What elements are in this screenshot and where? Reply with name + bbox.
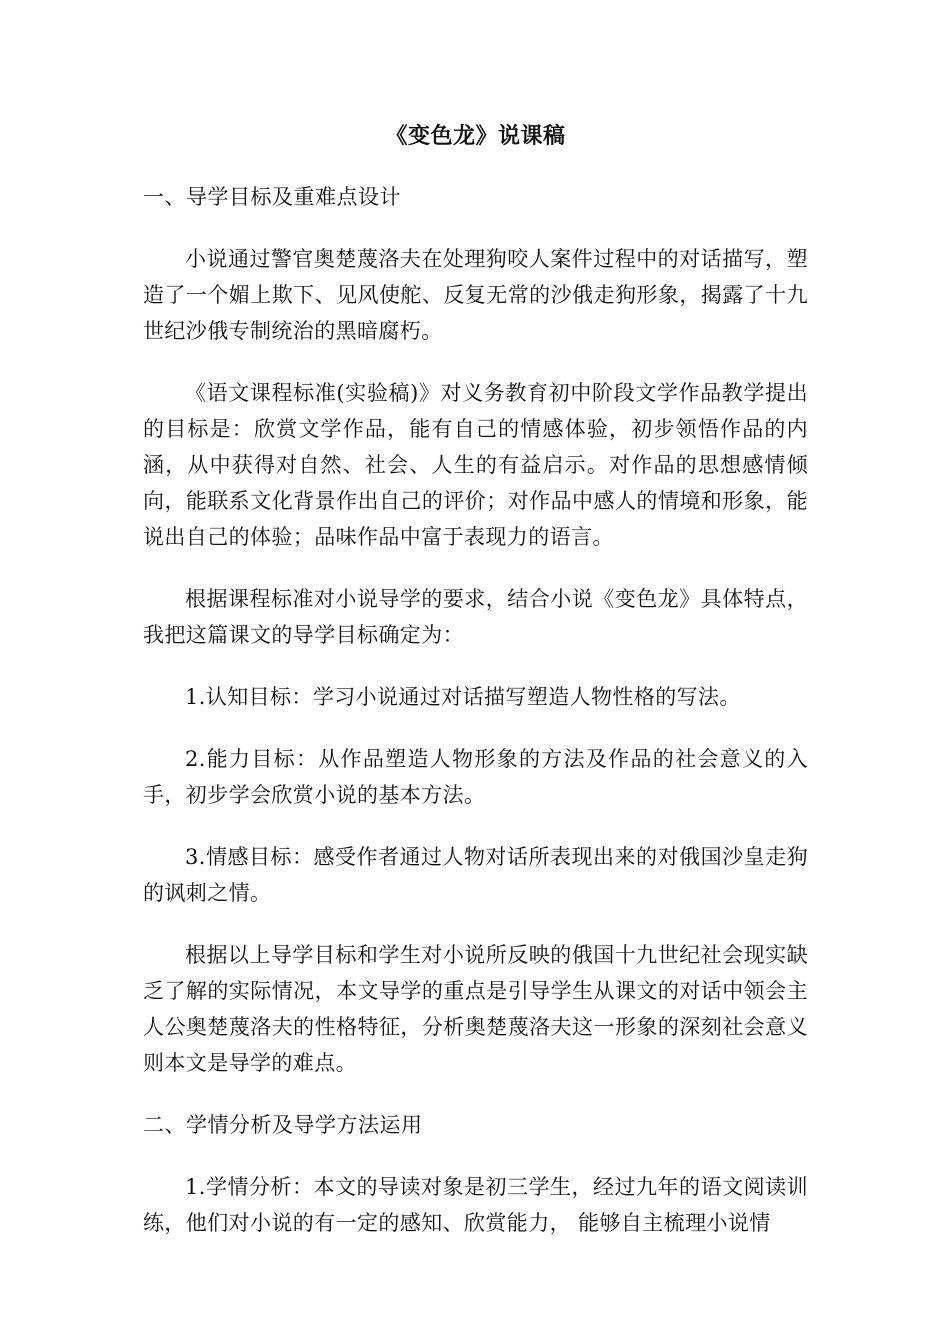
goal-cognitive: 1.认知目标：学习小说通过对话描写塑造人物性格的写法。 [185,685,741,709]
paragraph-intro: 小说通过警官奥楚蔑洛夫在处理狗咬人案件过程中的对话描写，塑造了一个媚上欺下、见风使舵、反复无常的沙俄走狗形象，揭露了十九世纪沙俄专制统治的黑暗腐朽。 [143,247,808,343]
document-title: 《变色龙》说课稿 [385,123,566,149]
paragraph-curriculum-standard: 《语文课程标准(实验稿)》对义务教育初中阶段文学作品教学提出的目标是：欣赏文学作品，能有自己的情感体验，初步领悟作品的内涵，从中获得对自然、社会、人生的有益启示。对作品的思想感情倾向，能联系文化背景作出自己的评价；对作品中感人的情境和形象，能说出自己的体验；品味作品中富于表现力的语言。 [143,381,808,549]
paragraph-student-analysis: 1.学情分析：本文的导读对象是初三学生，经过九年的语文阅读训练，他们对小说的有一定的感知、欣赏能力， 能够自主梳理小说情 [143,1175,808,1235]
document-body [143,118,808,1267]
section-heading-1: 一、导学目标及重难点设计 [143,185,401,209]
paragraph-key-difficulty: 根据以上导学目标和学生对小说所反映的俄国十九世纪社会现实缺乏了解的实际情况，本文导学的重点是引导学生从课文的对话中领会主人公奥楚蔑洛夫的性格特征，分析奥楚蔑洛夫这一形象的深刻社会意义则本文是导学的难点。 [143,943,808,1075]
paragraph-goal-intro: 根据课程标准对小说导学的要求，结合小说《变色龙》具体特点，我把这篇课文的导学目标确定为： [143,587,808,647]
goal-ability: 2.能力目标：从作品塑造人物形象的方法及作品的社会意义的入手，初步学会欣赏小说的基本方法。 [143,747,808,807]
section-heading-2: 二、学情分析及导学方法运用 [143,1113,423,1137]
goal-emotion: 3.情感目标：感受作者通过人物对话所表现出来的对俄国沙皇走狗的讽刺之情。 [143,845,808,905]
